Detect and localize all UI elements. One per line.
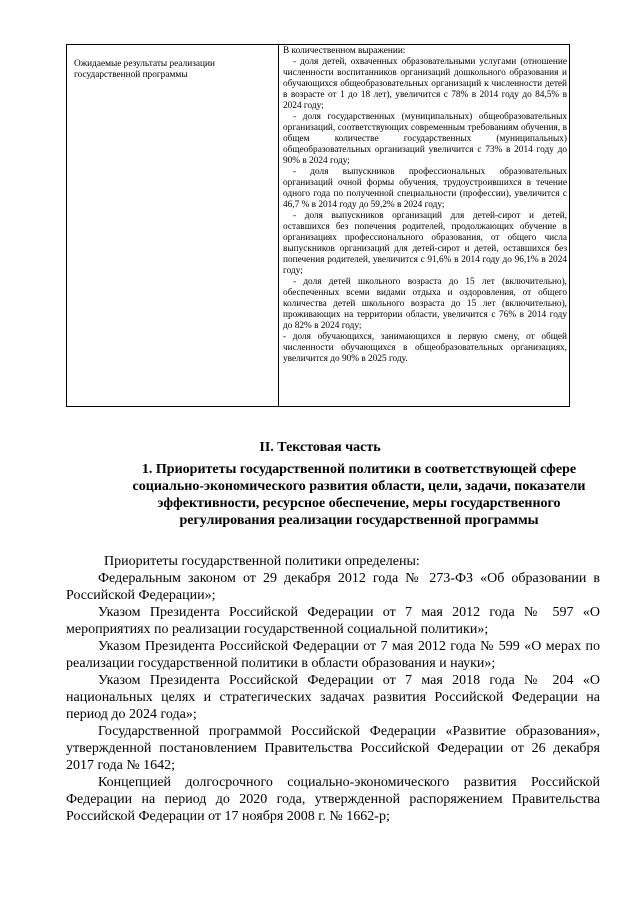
table-left-cell: Ожидаемые результаты реализации государственной программы bbox=[74, 59, 215, 80]
paragraph: Указом Президента Российской Федерации от 7 мая 2012 года № 599 «О мерах по реализации государственной политики в области образования и науки»; bbox=[66, 639, 600, 671]
result-item: - доля детей школьного возраста до 15 лет (включительно), обеспеченных всеми видами отдыха и оздоровления, от общего количества детей школьного возраста до 15 лет (включительно), проживающих на территории области, увеличится с 76% в 2014 году до 82% в 2024 году; bbox=[283, 277, 567, 331]
results-intro: В количественном выражении: bbox=[283, 46, 406, 56]
paragraph: Федеральным законом от 29 декабря 2012 года № 273-ФЗ «Об образовании в Российской Федерации»; bbox=[66, 571, 600, 603]
paragraph: Концепцией долгосрочного социально-экономического развития Российской Федерации на период до 2020 года, утвержденной распоряжением Правительства Российской Федерации от 17 ноября 2008 г. № 1662-р; bbox=[66, 775, 600, 824]
paragraph: Указом Президента Российской Федерации от 7 мая 2012 года № 597 «О мероприятиях по реализации государственной социальной политики»; bbox=[66, 605, 600, 637]
table-column-divider bbox=[278, 45, 279, 406]
program-results-table bbox=[66, 44, 570, 407]
table-right-cell bbox=[283, 46, 567, 365]
section-title: II. Текстовая часть bbox=[259, 440, 381, 455]
paragraph: Приоритеты государственной политики определены: bbox=[104, 554, 420, 569]
paragraph: Указом Президента Российской Федерации от 7 мая 2018 года № 204 «О национальных целях и стратегических задачах развития Российской Федерации на период до 2024 года»; bbox=[66, 673, 600, 722]
subsection-title: 1. Приоритеты государственной политики в соответствующей сфере социально-экономического развития области, цели, задачи, показатели эффективности, ресурсное обеспечение, меры государственного регулирования реализации государственной программы bbox=[132, 462, 586, 528]
result-item: - доля государственных (муниципальных) общеобразовательных организаций, соответствующих современным требованиям обучения, в общем количестве государственных (муниципальных) общеобразовательных организаций увеличится с 73% в 2014 году до 90% в 2024 году; bbox=[283, 112, 567, 166]
result-item: - доля обучающихся, занимающихся в первую смену, от общей численности обучающихся в общеобразовательных организациях, увеличится до 90% в 2025 году. bbox=[283, 332, 567, 364]
result-item: - доля детей, охваченных образовательными услугами (отношение численности воспитанников организаций дошкольного образования и обучающихся общеобразовательных организаций к численности детей в возрасте от 1 до 18 лет), увеличится с 78% в 2014 году до 84,5% в 2024 году; bbox=[283, 57, 567, 111]
result-item: - доля выпускников профессиональных образовательных организаций очной формы обучения, трудоустроившихся в течение одного года по полученной специальности (профессии), увеличится с 46,7 % в 2014 году до 59,2% в 2024 году; bbox=[283, 167, 567, 210]
paragraph: Государственной программой Российской Федерации «Развитие образования», утвержденной постановлением Правительства Российской Федерации от 26 декабря 2017 года № 1642; bbox=[66, 724, 600, 773]
body-text bbox=[66, 553, 600, 825]
result-item: - доля выпускников организаций для детей-сирот и детей, оставшихся без попечения родителей, продолжающих обучение в организациях профессионального образования, от общего числа выпускников организаций для детей-сирот и детей, оставшихся без попечения родителей, увеличится с 91,6% в 2014 году до 96,1% в 2024 году; bbox=[283, 211, 567, 276]
